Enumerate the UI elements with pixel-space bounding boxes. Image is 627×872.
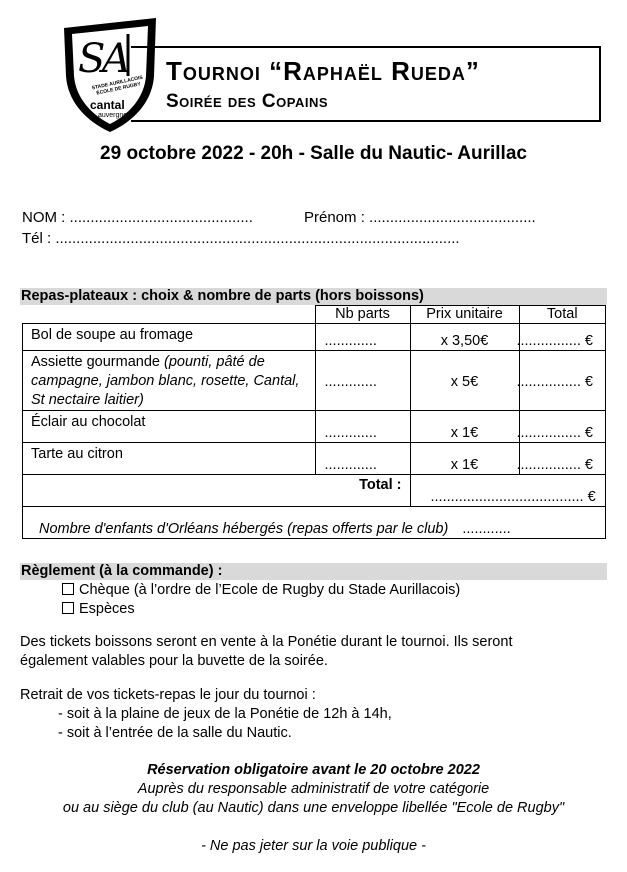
prenom-field[interactable]: Prénom : ........................................ xyxy=(304,209,536,226)
event-date-line: 29 octobre 2022 - 20h - Salle du Nautic- Aurillac xyxy=(100,143,527,164)
table-row xyxy=(23,351,606,411)
row-name: Bol de soupe au fromage xyxy=(23,324,316,351)
meals-table xyxy=(22,305,606,539)
logo-sponsor: cantal xyxy=(90,98,125,112)
col-total: Total xyxy=(519,306,606,324)
checkbox-icon[interactable] xyxy=(62,602,74,614)
meals-section-title: Repas-plateaux : choix & nombre de parts (hors boissons) xyxy=(20,288,607,305)
tickets-line-2: également valables pour la buvette de la soirée. xyxy=(20,653,328,669)
children-input[interactable]: ............ xyxy=(462,521,511,537)
children-row xyxy=(23,507,606,539)
nb-input[interactable]: ............. xyxy=(315,324,410,351)
nb-input[interactable]: ............. xyxy=(315,351,410,411)
tel-field[interactable]: Tél : ................................................................................................. xyxy=(22,230,460,247)
checkbox-icon[interactable] xyxy=(62,583,74,595)
nb-input[interactable]: ............. xyxy=(315,411,410,443)
reservation-line-2: Auprès du responsable administratif de votre catégorie xyxy=(137,781,490,797)
row-name: Tarte au citron xyxy=(23,443,316,475)
total-label: Total : xyxy=(23,475,411,507)
row-name: Assiette gourmande (pounti, pâté de campagne, jambon blanc, rosette, Cantal, St nectaire laitier) xyxy=(23,351,316,411)
nom-field[interactable]: NOM : ............................................ xyxy=(22,209,253,226)
row-price: x 1€ xyxy=(450,457,479,473)
payment-option-cheque[interactable]: Chèque (à l’ordre de l’Ecole de Rugby du Stade Aurillacois) xyxy=(62,581,460,600)
logo-sponsor-sub: auvergne xyxy=(98,112,128,119)
col-prix-unitaire: Prix unitaire xyxy=(410,306,519,324)
total-input[interactable]: ................ € xyxy=(519,411,606,443)
total-input[interactable]: ................ € xyxy=(519,324,606,351)
table-row xyxy=(23,443,606,475)
footer-note: - Ne pas jeter sur la voie publique - xyxy=(201,838,426,854)
row-price: x 3,50€ xyxy=(440,333,489,349)
payment-section-title: Règlement (à la commande) : xyxy=(20,563,607,580)
row-price: x 1€ xyxy=(450,425,479,441)
total-input[interactable]: ................ € xyxy=(519,443,606,475)
tournament-title: Tournoi “Raphaël Rueda” xyxy=(166,56,480,86)
children-label: Nombre d'enfants d'Orléans hébergés (repas offerts par le club) xyxy=(39,521,449,537)
pickup-item: - soit à la plaine de jeux de la Ponétie de 12h à 14h, xyxy=(58,706,392,722)
table-row xyxy=(23,411,606,443)
table-row xyxy=(23,324,606,351)
tickets-line-1: Des tickets boissons seront en vente à la Ponétie durant le tournoi. Ils seront xyxy=(20,634,513,650)
pickup-intro: Retrait de vos tickets-repas le jour du tournoi : xyxy=(20,687,316,703)
svg-text:S: S xyxy=(78,36,106,82)
nb-input[interactable]: ............. xyxy=(315,443,410,475)
row-price: x 5€ xyxy=(450,374,479,390)
grand-total-input[interactable]: ...................................... € xyxy=(410,475,606,507)
logo-club-text: STADE AURILLACOIS ÉCOLE DE RUGBY xyxy=(91,74,144,97)
total-input[interactable]: ................ € xyxy=(519,351,606,411)
pickup-item: - soit à l’entrée de la salle du Nautic. xyxy=(58,725,292,741)
evening-subtitle: Soirée des Copains xyxy=(166,91,329,112)
payment-option-especes[interactable]: Espèces xyxy=(62,600,135,619)
reservation-line-3: ou au siège du club (au Nautic) dans une enveloppe libellée "Ecole de Rugby" xyxy=(62,800,565,816)
row-name: Éclair au chocolat xyxy=(23,411,316,443)
col-nb-parts: Nb parts xyxy=(315,306,410,324)
svg-text:A: A xyxy=(102,36,131,82)
total-row xyxy=(23,475,606,507)
reservation-deadline: Réservation obligatoire avant le 20 octobre 2022 xyxy=(147,762,480,778)
